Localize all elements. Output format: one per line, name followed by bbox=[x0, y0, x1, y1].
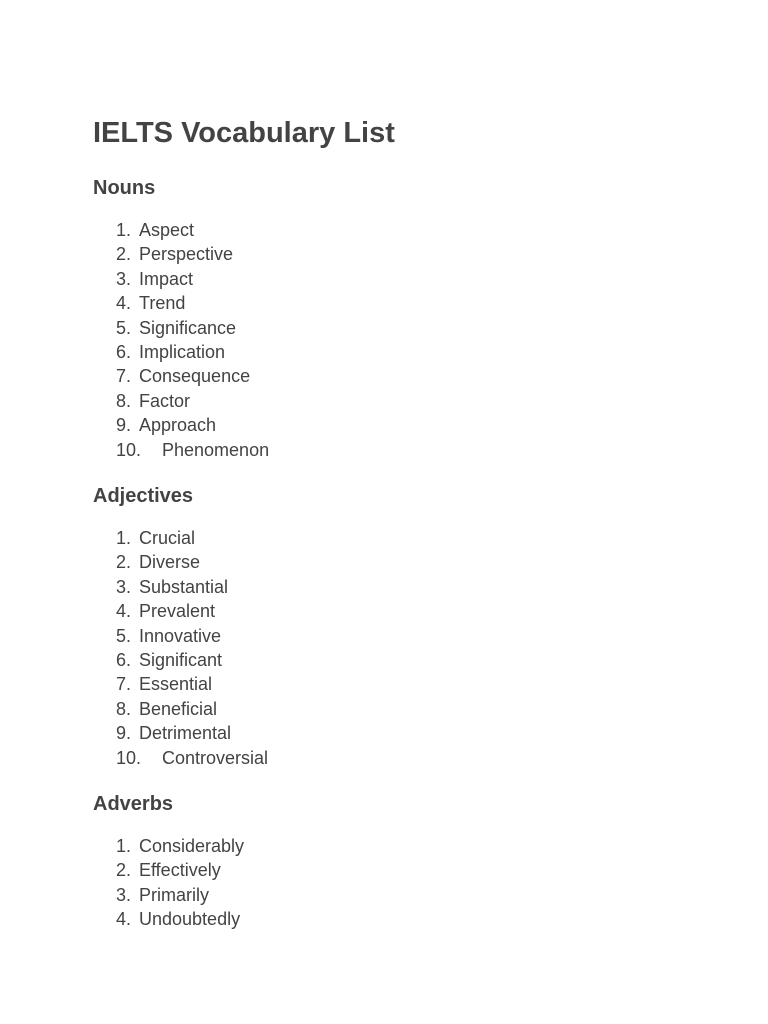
list-item-text: Phenomenon bbox=[162, 439, 270, 460]
list-item-text: Implication bbox=[139, 341, 226, 362]
list-item bbox=[93, 267, 693, 291]
list-item-text: Approach bbox=[139, 415, 217, 436]
list-item-text: Essential bbox=[139, 674, 213, 695]
list-item-number: 2. bbox=[116, 552, 132, 573]
list-item-text: Trend bbox=[139, 293, 186, 314]
list-item-text: Perspective bbox=[139, 244, 234, 265]
list-item-number: 8. bbox=[116, 698, 132, 719]
list-item bbox=[93, 907, 693, 931]
list-item-number: 5. bbox=[116, 625, 132, 646]
list-item-text: Controversial bbox=[162, 747, 269, 768]
list-item-number: 9. bbox=[116, 723, 132, 744]
list-item-text: Crucial bbox=[139, 528, 196, 548]
list-item bbox=[93, 364, 693, 388]
section-heading-adjectives: Adjectives bbox=[93, 485, 194, 507]
list-item-text: Consequence bbox=[139, 366, 251, 387]
list-item-number: 7. bbox=[116, 674, 132, 695]
list-item bbox=[93, 316, 693, 340]
list-item-number: 1. bbox=[116, 836, 132, 856]
list-item-text: Primarily bbox=[139, 884, 209, 905]
list-item-number: 4. bbox=[116, 601, 132, 622]
list-item bbox=[93, 389, 693, 413]
list-item bbox=[93, 721, 693, 745]
list-item-text: Significance bbox=[139, 317, 237, 338]
list-item bbox=[93, 624, 693, 648]
list-item bbox=[93, 883, 693, 907]
list-item-number: 3. bbox=[116, 576, 132, 597]
list-item bbox=[93, 648, 693, 672]
list-item bbox=[93, 340, 693, 364]
list-item-number: 1. bbox=[116, 220, 132, 240]
list-item-number: 10. bbox=[116, 439, 142, 460]
list-item bbox=[93, 697, 693, 721]
list-item-text: Considerably bbox=[139, 836, 245, 856]
document-title: IELTS Vocabulary List bbox=[93, 117, 395, 149]
list-item-text: Beneficial bbox=[139, 698, 218, 719]
section-adjectives bbox=[93, 484, 693, 770]
list-item-text: Aspect bbox=[139, 220, 195, 240]
adverbs-list bbox=[93, 834, 693, 932]
list-item bbox=[93, 672, 693, 696]
section-heading-nouns: Nouns bbox=[93, 177, 156, 199]
list-item-number: 1. bbox=[116, 528, 132, 548]
list-item-text: Prevalent bbox=[139, 601, 216, 622]
list-item-number: 5. bbox=[116, 317, 132, 338]
adjectives-list bbox=[93, 526, 693, 770]
list-item-number: 3. bbox=[116, 884, 132, 905]
list-item-number: 9. bbox=[116, 415, 132, 436]
list-item-number: 2. bbox=[116, 244, 132, 265]
list-item-text: Impact bbox=[139, 268, 194, 289]
list-item-text: Undoubtedly bbox=[139, 909, 241, 930]
list-item-text: Substantial bbox=[139, 576, 229, 597]
list-item bbox=[93, 291, 693, 315]
list-item-number: 4. bbox=[116, 909, 132, 930]
section-adverbs bbox=[93, 792, 693, 932]
list-item bbox=[93, 526, 693, 550]
nouns-list bbox=[93, 218, 693, 462]
section-nouns bbox=[93, 176, 693, 462]
list-item-number: 10. bbox=[116, 747, 142, 768]
list-item-text: Innovative bbox=[139, 625, 222, 646]
list-item bbox=[93, 242, 693, 266]
list-item bbox=[93, 575, 693, 599]
list-item-number: 6. bbox=[116, 341, 132, 362]
list-item-number: 2. bbox=[116, 860, 132, 881]
list-item-number: 7. bbox=[116, 366, 132, 387]
list-item-number: 3. bbox=[116, 268, 132, 289]
list-item-text: Diverse bbox=[139, 552, 201, 573]
list-item bbox=[93, 858, 693, 882]
list-item-text: Detrimental bbox=[139, 723, 232, 744]
section-heading-adverbs: Adverbs bbox=[93, 793, 174, 815]
list-item-number: 4. bbox=[116, 293, 132, 314]
list-item bbox=[93, 438, 693, 462]
list-item-text: Significant bbox=[139, 649, 223, 670]
list-item-number: 8. bbox=[116, 390, 132, 411]
list-item bbox=[93, 413, 693, 437]
list-item bbox=[93, 834, 693, 858]
list-item bbox=[93, 218, 693, 242]
list-item bbox=[93, 599, 693, 623]
list-item-number: 6. bbox=[116, 649, 132, 670]
list-item-text: Factor bbox=[139, 390, 191, 411]
list-item bbox=[93, 550, 693, 574]
list-item-text: Effectively bbox=[139, 860, 221, 881]
list-item bbox=[93, 746, 693, 770]
